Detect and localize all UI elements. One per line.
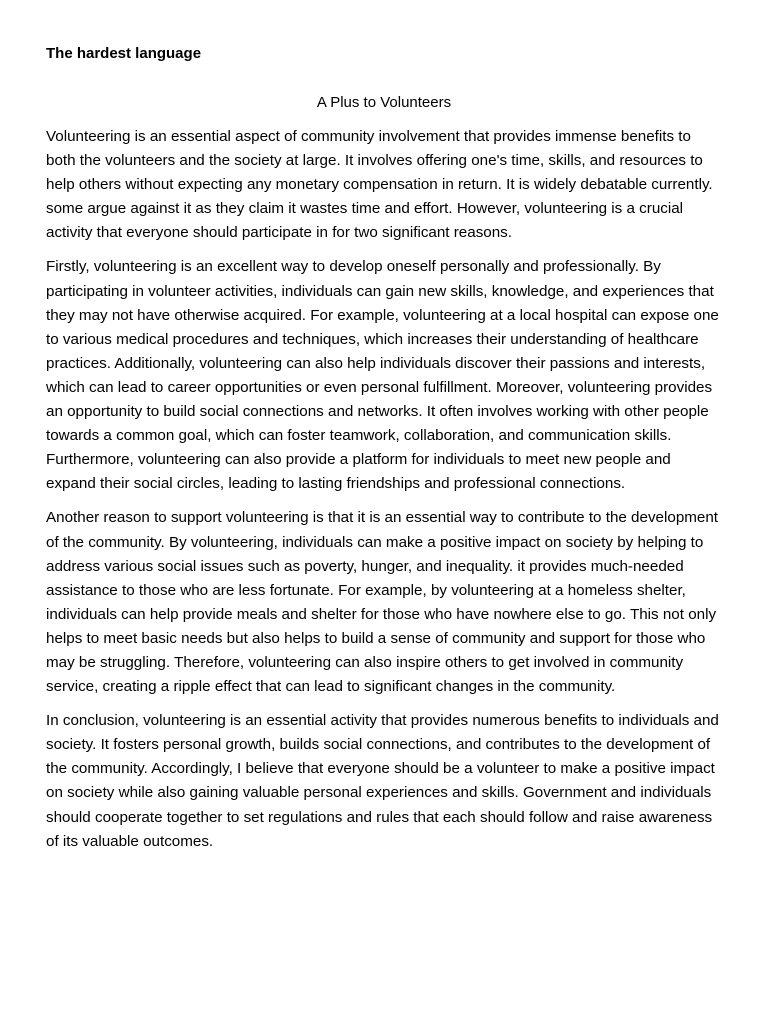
paragraph-conclusion: In conclusion, volunteering is an essential activity that provides numerous benefits to individuals and society. It fosters personal growth, builds social connections, and contributes to the development of the community. Accordingly, I believe that everyone should be a volunteer to make a positive impact on society while also gaining valuable personal experiences and skills. Government and individuals should cooperate together to set regulations and rules that each should follow and raise awareness of its valuable outcomes. xyxy=(46,712,719,850)
essay-title: A Plus to Volunteers xyxy=(316,94,452,111)
essay-body xyxy=(46,125,722,864)
paragraph-introduction: Volunteering is an essential aspect of community involvement that provides immense benefits to both the volunteers and the society at large. It involves offering one's time, skills, and resources to help others without expecting any monetary compensation in return. It is widely debatable currently. some argue against it as they claim it wastes time and effort. However, volunteering is a crucial activity that everyone should participate in for two significant reasons. xyxy=(46,128,713,242)
document-heading: The hardest language xyxy=(46,45,202,62)
paragraph-community-development: Another reason to support volunteering is that it is an essential way to contribute to the development of the community. By volunteering, individuals can make a positive impact on society by helping to address various social issues such as poverty, hunger, and inequality. it provides much-needed assistance to those who are less fortunate. For example, by volunteering at a homeless shelter, individuals can help provide meals and shelter for those who have nowhere else to go. This not only helps to meet basic needs but also helps to build a sense of community and support for those who may be struggling. Therefore, volunteering can also inspire others to get involved in community service, creating a ripple effect that can lead to significant changes in the community. xyxy=(46,509,719,696)
paragraph-personal-development: Firstly, volunteering is an excellent way to develop oneself personally and professionally. By participating in volunteer activities, individuals can gain new skills, knowledge, and experiences that they may not have otherwise acquired. For example, volunteering at a local hospital can expose one to various medical procedures and techniques, which increases their understanding of healthcare practices. Additionally, volunteering can also help individuals discover their passions and interests, which can lead to career opportunities or even personal fulfillment. Moreover, volunteering provides an opportunity to build social connections and networks. It often involves working with other people towards a common goal, which can foster teamwork, collaboration, and communication skills. Furthermore, volunteering can also provide a platform for individuals to meet new people and expand their social circles, leading to lasting friendships and professional connections. xyxy=(46,258,719,493)
